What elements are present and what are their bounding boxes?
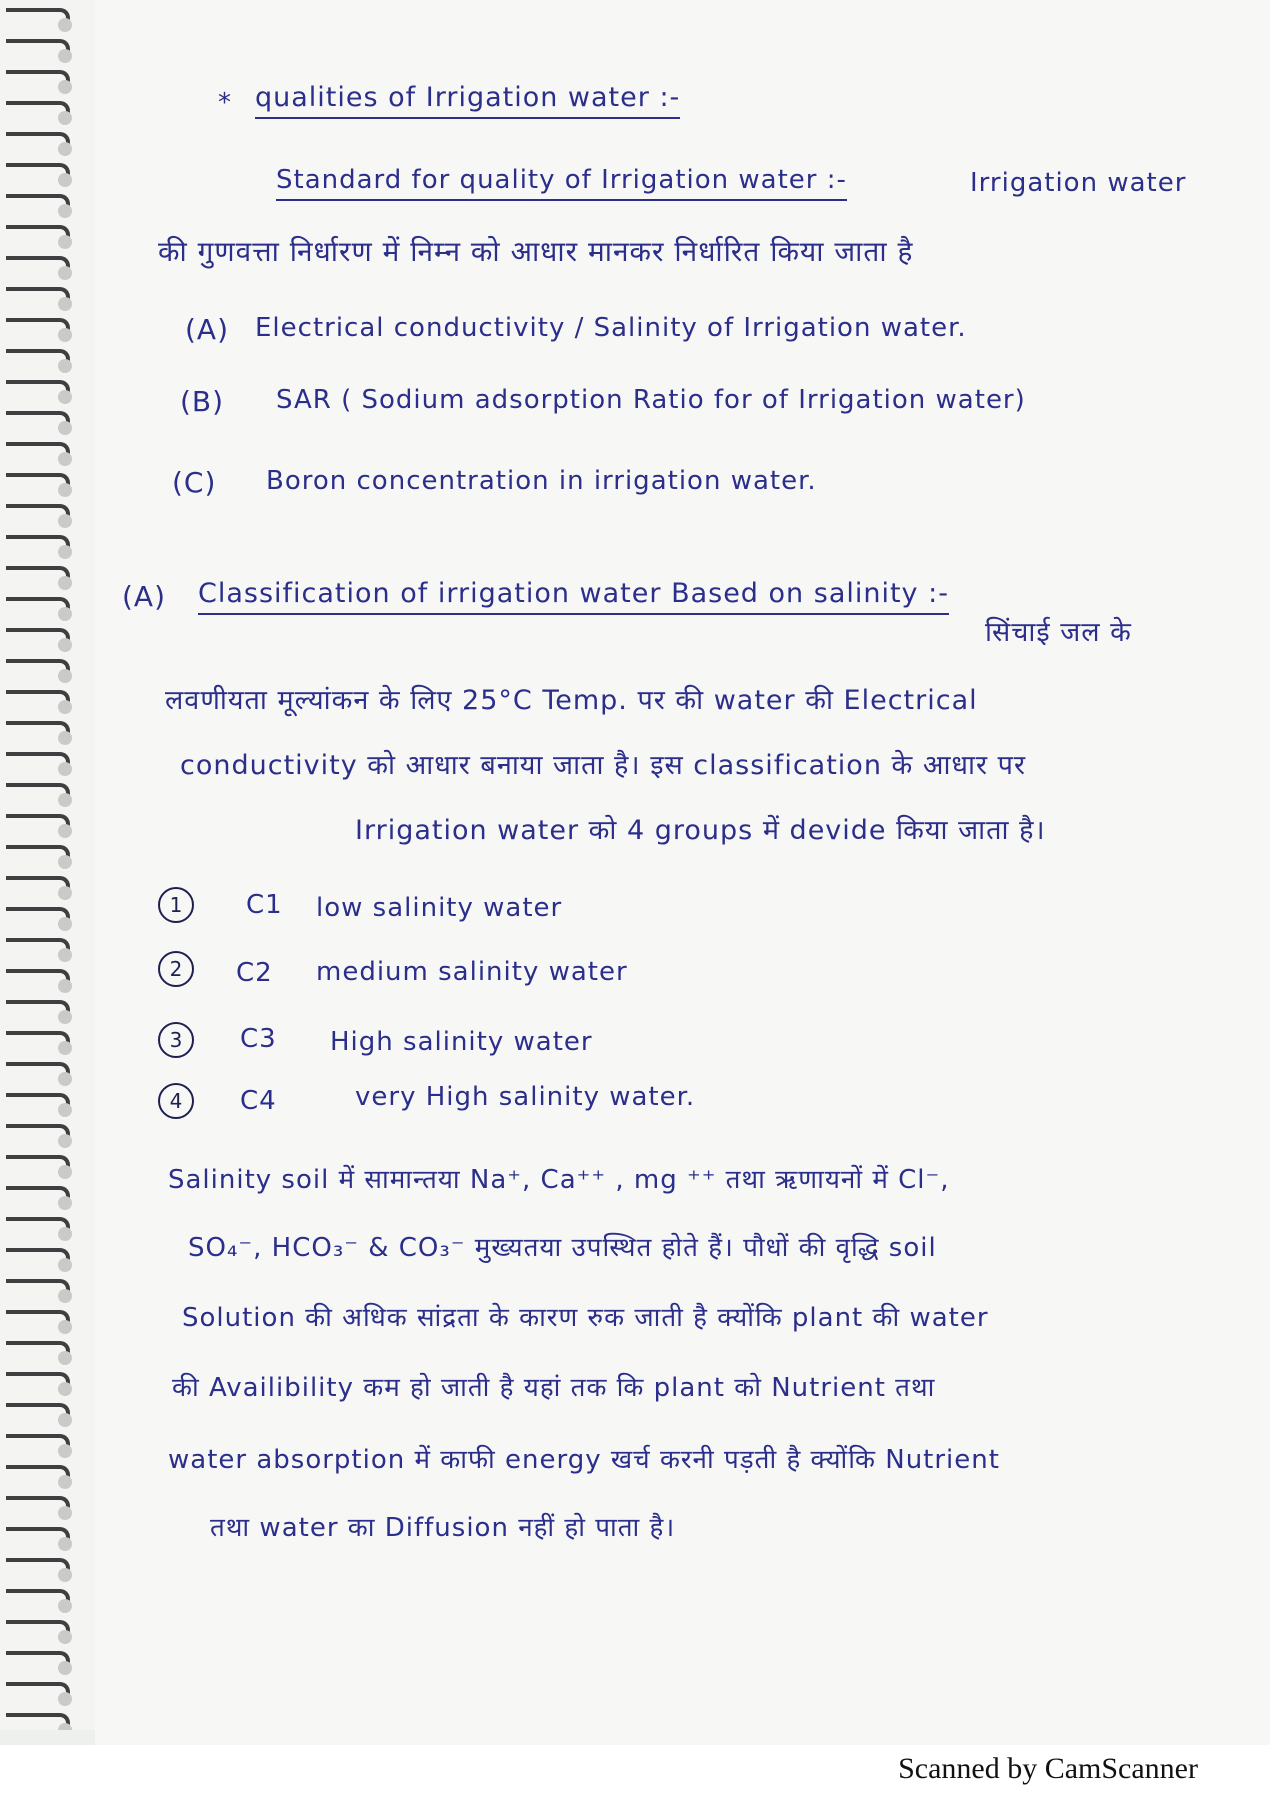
punch-hole bbox=[58, 1413, 72, 1427]
criteria-item-a: Electrical conductivity / Salinity of Irrigation water. bbox=[255, 313, 967, 343]
punch-hole bbox=[58, 1010, 72, 1024]
punch-hole bbox=[58, 1165, 72, 1179]
punch-hole bbox=[58, 1661, 72, 1675]
punch-hole bbox=[58, 948, 72, 962]
section-a-para-line-2: conductivity को आधार बनाया जाता है। इस classification के आधार पर bbox=[180, 750, 1027, 781]
punch-hole bbox=[58, 1537, 72, 1551]
heading-star: * bbox=[218, 88, 232, 118]
punch-hole bbox=[58, 452, 72, 466]
section-a-title-text: Classification of irrigation water Based on salinity :- bbox=[198, 578, 949, 615]
standard-label-text: Standard for quality of Irrigation water :- bbox=[276, 165, 847, 201]
page-heading-text: qualities of Irrigation water :- bbox=[255, 82, 680, 119]
standard-label bbox=[276, 165, 847, 195]
punch-hole bbox=[58, 1630, 72, 1644]
punch-hole bbox=[58, 1475, 72, 1489]
class-code-2: C2 bbox=[236, 958, 273, 988]
punch-hole bbox=[58, 979, 72, 993]
punch-hole bbox=[58, 359, 72, 373]
section-a-hindi-tail: सिंचाई जल के bbox=[985, 617, 1132, 648]
class-label-1: low salinity water bbox=[316, 893, 563, 923]
salinity-para-line-6: तथा water का Diffusion नहीं हो पाता है। bbox=[210, 1513, 676, 1543]
class-label-2: medium salinity water bbox=[316, 957, 628, 987]
punch-hole bbox=[58, 638, 72, 652]
class-number-1: 1 bbox=[158, 887, 194, 923]
punch-hole bbox=[58, 1103, 72, 1117]
punch-hole bbox=[58, 1134, 72, 1148]
punch-hole bbox=[58, 1506, 72, 1520]
punch-hole bbox=[58, 204, 72, 218]
class-number-2: 2 bbox=[158, 951, 194, 987]
criteria-mark-a: (A) bbox=[185, 313, 230, 346]
punch-hole bbox=[58, 731, 72, 745]
punch-hole bbox=[58, 266, 72, 280]
punch-hole bbox=[58, 1723, 72, 1730]
punch-hole bbox=[58, 824, 72, 838]
page-heading bbox=[255, 82, 680, 113]
class-code-4: C4 bbox=[240, 1086, 277, 1116]
standard-rest: Irrigation water bbox=[970, 168, 1187, 198]
punch-hole bbox=[58, 1041, 72, 1055]
criteria-item-b: SAR ( Sodium adsorption Ratio for of Irrigation water) bbox=[276, 385, 1026, 415]
punch-hole bbox=[58, 1258, 72, 1272]
punch-hole bbox=[58, 762, 72, 776]
punch-hole bbox=[58, 142, 72, 156]
class-number-3: 3 bbox=[158, 1022, 194, 1058]
spiral-binding bbox=[0, 0, 95, 1730]
punch-hole bbox=[58, 390, 72, 404]
punch-hole bbox=[58, 421, 72, 435]
punch-hole bbox=[58, 111, 72, 125]
punch-hole bbox=[58, 1227, 72, 1241]
punch-hole bbox=[58, 886, 72, 900]
punch-hole bbox=[58, 1692, 72, 1706]
punch-hole bbox=[58, 328, 72, 342]
class-label-3: High salinity water bbox=[330, 1027, 593, 1057]
salinity-para-line-3: Solution की अधिक सांद्रता के कारण रुक जाती है क्योंकि plant की water bbox=[182, 1303, 989, 1333]
punch-hole bbox=[58, 576, 72, 590]
punch-hole bbox=[58, 855, 72, 869]
punch-hole bbox=[58, 793, 72, 807]
punch-hole bbox=[58, 1599, 72, 1613]
punch-hole bbox=[58, 18, 72, 32]
punch-hole bbox=[58, 545, 72, 559]
class-number-4: 4 bbox=[158, 1083, 194, 1119]
punch-hole bbox=[58, 1351, 72, 1365]
intro-hindi: की गुणवत्ता निर्धारण में निम्न को आधार मानकर निर्धारित किया जाता है bbox=[158, 235, 914, 268]
punch-hole bbox=[58, 1444, 72, 1458]
punch-hole bbox=[58, 607, 72, 621]
punch-hole bbox=[58, 669, 72, 683]
scanner-watermark: Scanned by CamScanner bbox=[898, 1752, 1198, 1785]
section-a-para-line-3: Irrigation water को 4 groups में devide किया जाता है। bbox=[355, 815, 1046, 846]
class-code-3: C3 bbox=[240, 1024, 277, 1054]
punch-hole bbox=[58, 514, 72, 528]
section-a-para-line-1: लवणीयता मूल्यांकन के लिए 25°C Temp. पर की water की Electrical bbox=[165, 685, 978, 716]
punch-hole bbox=[58, 173, 72, 187]
punch-hole bbox=[58, 80, 72, 94]
salinity-para-line-2: SO₄⁻, HCO₃⁻ & CO₃⁻ मुख्यतया उपस्थित होते हैं। पौधों की वृद्धि soil bbox=[188, 1233, 937, 1263]
punch-hole bbox=[58, 1289, 72, 1303]
class-code-1: C1 bbox=[246, 890, 283, 920]
punch-hole bbox=[58, 1320, 72, 1334]
criteria-mark-c: (C) bbox=[172, 466, 217, 499]
punch-hole bbox=[58, 1382, 72, 1396]
punch-hole bbox=[58, 235, 72, 249]
punch-hole bbox=[58, 49, 72, 63]
punch-hole bbox=[58, 1072, 72, 1086]
section-a-title bbox=[198, 578, 949, 609]
section-a-mark: (A) bbox=[122, 580, 167, 613]
punch-hole bbox=[58, 297, 72, 311]
punch-hole bbox=[58, 483, 72, 497]
punch-hole bbox=[58, 917, 72, 931]
salinity-para-line-5: water absorption में काफी energy खर्च करनी पड़ती है क्योंकि Nutrient bbox=[168, 1445, 1000, 1475]
punch-hole bbox=[58, 1196, 72, 1210]
class-label-4: very High salinity water. bbox=[355, 1082, 696, 1112]
criteria-mark-b: (B) bbox=[180, 385, 225, 418]
criteria-item-c: Boron concentration in irrigation water. bbox=[266, 466, 817, 496]
salinity-para-line-4: की Availibility कम हो जाती है यहां तक कि plant को Nutrient तथा bbox=[172, 1373, 936, 1403]
punch-hole bbox=[58, 700, 72, 714]
salinity-para-line-1: Salinity soil में सामान्तया Na⁺, Ca⁺⁺ , mg ⁺⁺ तथा ऋणायनों में Cl⁻, bbox=[168, 1165, 950, 1195]
punch-hole bbox=[58, 1568, 72, 1582]
